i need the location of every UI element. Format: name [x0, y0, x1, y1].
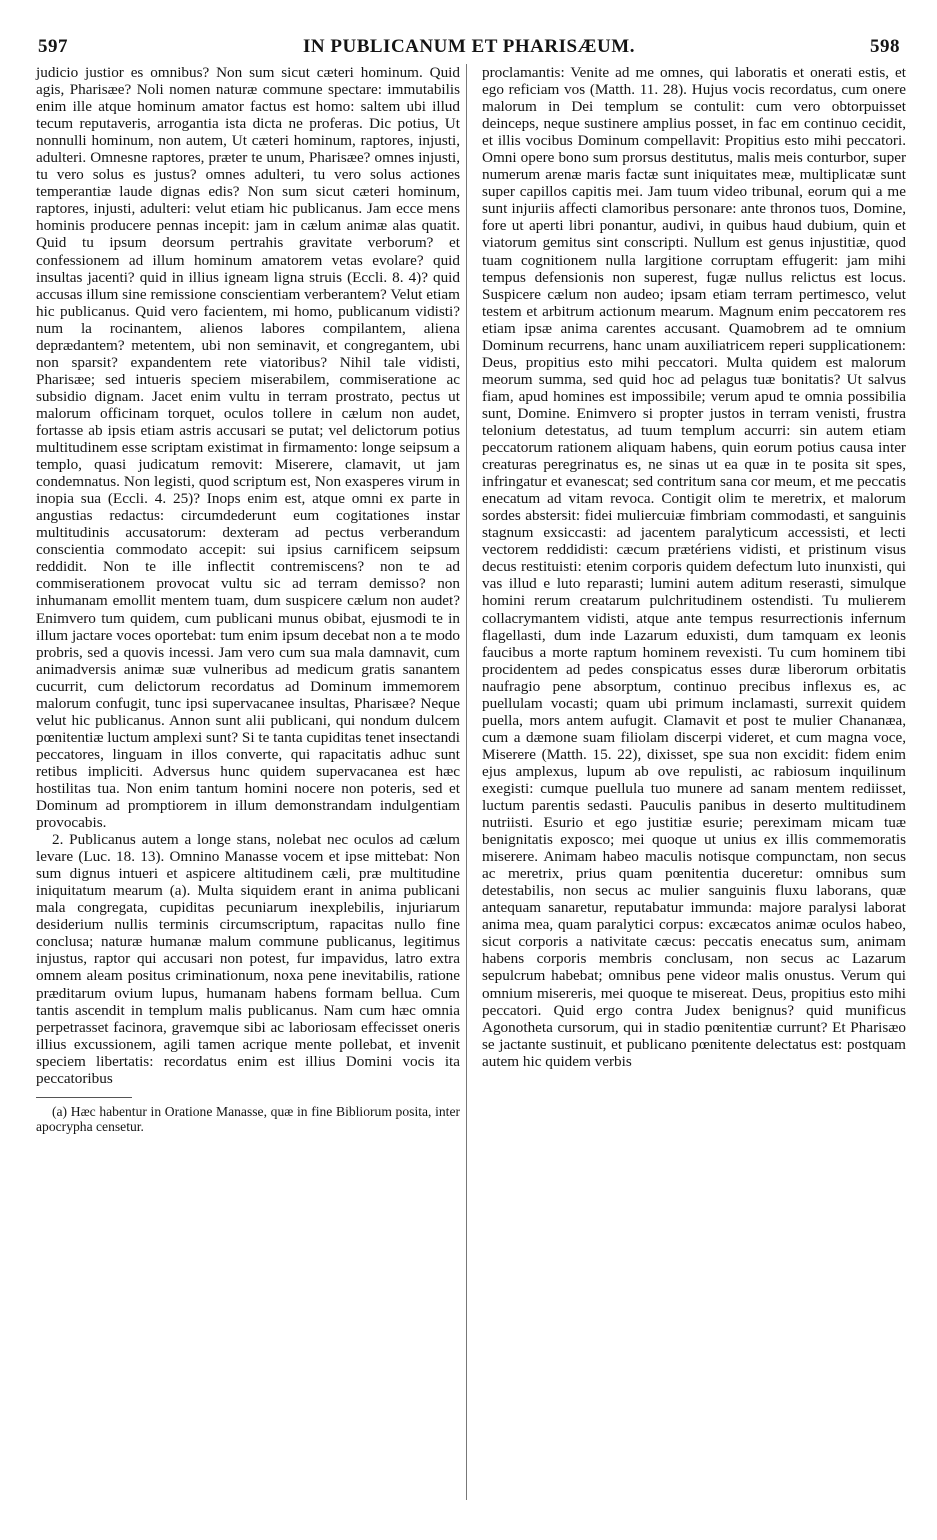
left-paragraph-2: 2. Publicanus autem a longe stans, nolebat nec oculos ad cælum levare (Luc. 18. 13). Omnino Manasse vocem et ipse mittebat: Non sum dignus intueri et aspicere altitudinem cæli, præ multitudine iniquitatum mearum (a). Multa siquidem erant in anima publicani mala congregata, cupiditas pecuniarum inexplebilis, injuriarum desiderium nullis terminis circumscriptum, rapacitas nullo fine conclusa; naturæ humanæ malum commune publicanus, legitimus injustus, raptor qui accusari non potest, fur impavidus, latro extra omnem aleam positus criminationum, noxa pene inevitabilis, ratione præditarum ovium lupus, humanam habens formam bellua. Cum tantis ascendit in templum malis publicanus. Nam cum hæc omnia perpetrasset facinora, gravemque sibi ac laboriosam effecisset oneris illius excussionem, agili tamen acrique mente pollebat, et invenit speciem libertatis: recordatus enim est illius Domini vocis ita peccatoribus: [36, 831, 460, 1087]
footnote: (a) Hæc habentur in Oratione Manasse, quæ in fine Bibliorum posita, inter apocrypha censetur.: [36, 1103, 460, 1135]
left-column: [36, 64, 460, 1135]
page-number-left: 597: [38, 36, 68, 57]
right-paragraph-1: proclamantis: Venite ad me omnes, qui laboratis et onerati estis, et ego reficiam vos (Matth. 11. 28). Hujus vocis recordatus, cum onere malorum in Dei templum se contulit: cum vero obtorpuisset deinceps, neque sustinere amplius posset, in fac em continuo cecidit, et illis vocibus Dominum compellavit: Propitius esto mihi peccatori. Omni opere bono sum prorsus destitutus, malis meis conturbor, super numerum arenæ maris factæ sunt iniquitates meæ, multiplicatæ sunt super capillos capitis mei. Jam tuum video tribunal, eorum qui a me sunt injuriis affecti clamoribus personare: ante thronos tuos, Domine, fore ut aperti libri ponantur, audivi, in quibus haud dubium, quin et viatorum gemitus sint conscripti. Nullum est genus injustitiæ, quod tuam cognitionem nulla largitione corruptam effugerit: jam mihi tempus defensionis non superest, fugæ nullus relictus est locus. Suspicere cælum non audeo; ipsam etiam terram pertimesco, velut testem et arbitrum actionum mearum. Magnum enim peccatorem res etiam ipsæ anima carentes accusant. Quamobrem ad te omnium Dominum recurrens, hanc unam auxiliatricem reperi supplicationem: Deus, propitius esto mihi peccatori. Multa quidem est malorum meorum summa, sed quid hoc ad pelagus tuæ bonitatis? Ut salvus fiam, apud homines est impossibile; verum apud te omnia possibilia sunt, Domine. Enimvero si propter justos in terram venisti, frustra telonium detestatus, ad tuum templum accurri: sin autem etiam peccatorum rationem aliquam habens, quin eorum potius causa inter creaturas peregrinatus es, ne sinas ut ea quæ in te posita sit spes, infringatur et evanescat; sed contritum sana cor meum, et me peccatis enecatum ad vitam revoca. Contigit olim te meretrix, et malorum sordes abstersit: fidei muliercuiæ fimbriam commodasti, et sanguinis stagnum exsiccasti: ad jacentem paralyticum accessisti, et lecti vectorem reddidisti: cæcum prætériens vidisti, et pristinum visus decus restituisti: etenim corporis quidem defectum luto inunxisti, qui vas illud e luto reparasti; lumini autem aditum reserasti, simulque homini rerum creatarum pulchritudinem ostendisti. Tu mulierem collacrymantem vidisti, atque ante tempus resurrectionis infernum flagellasti, dum inde Lazarum eduxisti, dum tamquam ex leonis faucibus a morte raptum hominem revexisti. Tu cum hominem tibi procidentem ad pedes conspicatus esses duræ liberorum orbitatis naufragio pene absorptum, continuo precibus inflexus es, ac puellulam vocasti; quam ubi primum inclamasti, surrexit quidem puella, mors antem aufugit. Clamavit et post te mulier Chananæa, cum a dæmone suam filiolam discerpi videret, et cum magna voce, Miserere (Matth. 15. 22), dixisset, spe sua non excidit: fidem enim ejus amplexus, lupum ab ove repulisti, ac rabiosum inquilinum exegisti: cumque puellula tuo munere ad sanam mentem rediisset, luctum parentis sedasti. Pauculis panibus in deserto multitudinem nutriisti. Esurio et ego justitiæ esurie; pereximam micam tuæ benignitatis exposco; mei quoque ut unius ex illis commemoratis miserere. Animam habeo maculis notisque compunctam, non secus ac meretrix, prius quam pœnitentia ducеretur: omnibus sum detestabilis, non secus ac mulier sanguinis fluxu laborans, quæ antequam sanaretur, reputabatur immunda: majore paralysi laborat anima mea, quam paralytici corpus: excæcatos animæ oculos habeo, sicut corporis a nativitate cæcus: peccatis enecatus sum, animam habens corporis membris conclusam, non secus ac Lazarum sepulcrum habebat; omnibus pene videor malis onustus. Verum qui omnium misereris, mei quoque te misereat. Deus, propitius esto mihi peccatori. Quid ergo contra Judex benignus? quid munificus Agonotheta cursorum, qui in stadio pœnitentiæ currunt? Et Pharisæo se jactante sustinuit, et publicano pœnitente delectatus est: postquam autem hic quidem verbis: [482, 64, 906, 1070]
page-header: [38, 36, 900, 60]
footnote-rule: [36, 1097, 132, 1098]
running-title: IN PUBLICANUM ET PHARISÆUM.: [303, 36, 635, 57]
column-divider: [466, 64, 467, 1500]
left-paragraph-1: judicio justior es omnibus? Non sum sicut cæteri hominum. Quid agis, Pharisæe? Noli nomen naturæ commune spectare: immutabilis enim ille atque hominum amator factus est homo: saltem ubi illud tecum reputaveris, arrogantia ista dicta ne proferas. Dic potius, Ut nonnulli hominum, non autem, Ut cæteri hominum, raptores, injusti, adulteri. Omnesne raptores, præter te unum, Pharisæe? omnes injusti, tu vero solus es justus? omnes adulteri, tu vero solus actiones temperantiæ laude dignas edis? Non sum sicut cæteri hominum, raptores, injusti, adulteri: velut etiam hic publicanus. Jam ecce mens hominis producere pennas incepit: jam in cælum animæ alas quatit. Quid tu ipsum deorsum pertrahis gravitate verborum? et confessionem ad illum hominum amatorem vetas evolare? quid insultas jacenti? quid in illius igneam ligna struis (Eccli. 8. 4)? quid accusas illum sine remissione conscientiam verberantem? Velut etiam hic publicanus. Quid vero facientem, mi homo, publicanum vidisti? num la rocinantem, alienos labores compilantem, aliena deprædantem? metentem, ubi non seminavit, et congregantem, ubi non sparsit? expandentem rete viatoribus? Nihil tale vidisti, Pharisæe; sed intueris speciem miserabilem, commiseratione ac subsidio dignam. Jacet enim vultu in terram prostrato, pectus ut malorum officinam torquet, oculos tollere in cælum non audet, fortasse ab ipsis etiam astris accusari se putat; vel delictorum potius multitudinem esse scriptam existimat in firmamento: longe seipsum a templo, quasi judicatum removit: Miserere, clamavit, ut jam condemnatus. Non legisti, quod scriptum est, Non exasperes virum in inopia sua (Eccli. 4. 25)? Inops enim est, atque omni ex parte in angustias redactus: circumdederunt eum cogitationes instar multitudinis accusatorum: dexteram ad pectus verberandum conscientia commodato accepit: sui ipsius carnificem seipsum reddidit. Non te ille inflectit contremiscens? non te ad commiserationem provocat vultu sic ad terram demisso? non inhumanam emollit mentem tuam, dum suspicere cælum non audet? Enimvero tum quidem, cum publicani munus obibat, ejusmodi te in illum jactare voces oportebat: tum enim ipsum decebat non a te modo probris, sed a quovis incessi. Jam vero cum sua mala damnavit, cum animadversis animæ suæ vulneribus ad medicum gratis sanantem cucurrit, cum delictorum recordatus ad Dominum immemorem malorum confugit, tunc ipsi supervacaneе insultas, Pharisæe? Neque velut hic publicanus. Annon sunt alii publicani, qui nondum dulcem pœnitentiæ luctum amplexi sunt? Si te tanta cupiditas tenet insectandi peccatores, linguam in illos converte, qui rapacitatis adhuc sunt retibus impliciti. Adversus hunc quidem supervacanea est hæc hostilitas tua. Non enim tantum homini nocere non poteris, sed et Dominum ad promptiorem in illum demonstrandam indulgentiam provocabis.: [36, 64, 460, 832]
page-number-right: 598: [870, 36, 900, 57]
right-column: [482, 64, 906, 1070]
